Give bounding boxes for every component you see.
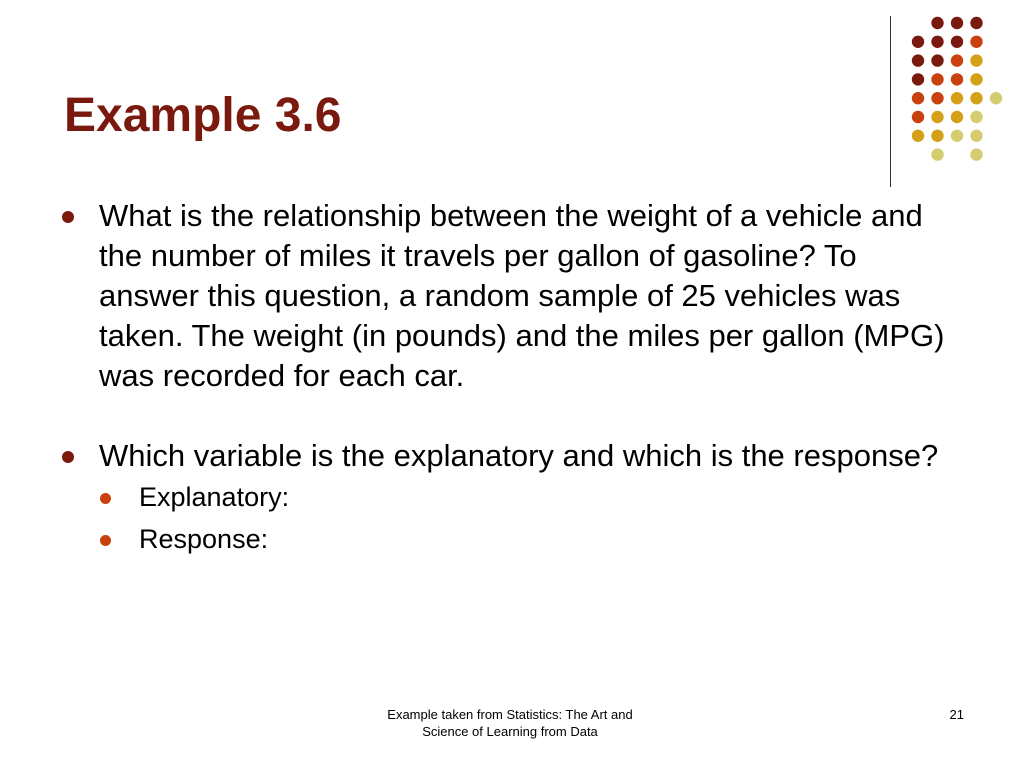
sub-bullet-item	[100, 476, 962, 518]
slide-content	[62, 196, 962, 560]
decorative-dot	[931, 17, 943, 29]
decorative-dot	[912, 92, 924, 104]
decorative-dot	[951, 17, 963, 29]
sub-bullet-text: Explanatory:	[139, 482, 290, 512]
decorative-dot	[931, 130, 943, 142]
decorative-dot	[931, 36, 943, 48]
decorative-dot	[951, 111, 963, 123]
footer-source-note	[350, 706, 670, 740]
decorative-dot	[970, 36, 982, 48]
sub-bullet-dot-icon	[100, 493, 111, 504]
bullet-text: What is the relationship between the weight of a vehicle and the number of miles it travels per gallon of gasoline? To answer this question, a random sample of 25 vehicles was taken. The weight (in pounds) and the miles per gallon (MPG) was recorded for each car.	[99, 198, 945, 393]
decorative-dot	[912, 36, 924, 48]
bullet-dot-icon	[62, 451, 74, 463]
decorative-dot	[951, 54, 963, 66]
decorative-dot	[912, 54, 924, 66]
decorative-dot	[970, 130, 982, 142]
decorative-dot	[951, 73, 963, 85]
decorative-dot	[912, 73, 924, 85]
decorative-dot	[931, 73, 943, 85]
decorative-dot	[970, 111, 982, 123]
footer-source-line: Example taken from Statistics: The Art and	[387, 707, 633, 722]
decorative-dot	[970, 92, 982, 104]
decorative-dot	[912, 130, 924, 142]
title-divider-line	[890, 16, 891, 187]
decorative-dot	[912, 111, 924, 123]
sub-bullet-dot-icon	[100, 535, 111, 546]
bullet-item	[62, 436, 962, 476]
decorative-dot	[990, 92, 1002, 104]
bullet-item	[62, 196, 962, 396]
decorative-dot	[951, 130, 963, 142]
decorative-dot	[931, 54, 943, 66]
slide-title: Example 3.6	[64, 89, 342, 142]
bullet-dot-icon	[62, 211, 74, 223]
footer-source-line: Science of Learning from Data	[422, 724, 598, 739]
decorative-dot	[970, 54, 982, 66]
decorative-dot	[970, 17, 982, 29]
decorative-dot	[951, 36, 963, 48]
decorative-dot	[931, 148, 943, 160]
decorative-dot	[970, 148, 982, 160]
decorative-dot	[931, 111, 943, 123]
decorative-dot	[970, 73, 982, 85]
sub-bullet-text: Response:	[139, 524, 269, 554]
decorative-dot	[951, 92, 963, 104]
page-number: 21	[949, 707, 964, 722]
sub-bullet-item	[100, 518, 962, 560]
decorative-dot	[931, 92, 943, 104]
bullet-text: Which variable is the explanatory and which is the response?	[99, 438, 939, 473]
